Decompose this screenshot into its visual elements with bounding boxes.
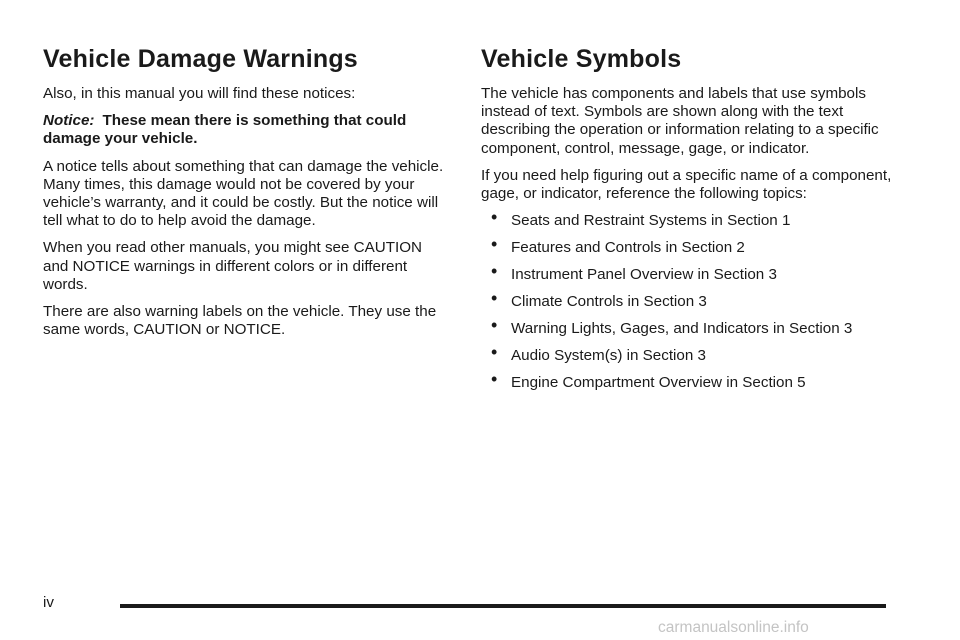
page-number: iv (43, 594, 54, 611)
bullet-icon: • (491, 261, 498, 281)
topic-item (481, 261, 911, 284)
bullet-icon: • (491, 368, 498, 389)
topic-item (481, 287, 911, 311)
topic-item (481, 207, 911, 230)
notice-text: These mean there is something that could damage your vehicle. (43, 112, 407, 148)
topic-item (481, 234, 911, 257)
bullet-icon: • (491, 314, 498, 335)
body-paragraph: There are also warning labels on the vehicle. They use the same words, CAUTION or NOTICE. (43, 303, 437, 339)
right-column (481, 44, 911, 400)
body-paragraph: If you need help figuring out a specific name of a component, gage, or indicator, reference the following topics: (481, 166, 892, 203)
body-paragraph: When you read other manuals, you might see CAUTION and NOTICE warnings in different colors or in different words. (43, 239, 423, 293)
topic-item (481, 368, 911, 392)
topic-label: Features and Controls in Section 2 (511, 239, 745, 257)
topic-label: Audio System(s) in Section 3 (511, 346, 706, 364)
topic-item (481, 314, 911, 338)
footer-rule (120, 604, 886, 608)
bullet-icon: • (491, 207, 498, 228)
section-title-vehicle-damage-warnings: Vehicle Damage Warnings (43, 45, 358, 73)
notice-label: Notice: (43, 112, 95, 130)
section-title-vehicle-symbols: Vehicle Symbols (481, 45, 682, 73)
notice-definition (43, 112, 448, 148)
body-paragraph: A notice tells about something that can damage the vehicle. Many times, this damage would not be covered by your vehicle’s warranty, and it could be costly. But the notice will tell what to do to help avoid the damage. (43, 157, 444, 230)
topics-list (481, 207, 911, 392)
topic-label: Instrument Panel Overview in Section 3 (511, 266, 777, 283)
topic-label: Engine Compartment Overview in Section 5 (511, 373, 806, 391)
watermark: carmanualsonline.info (658, 619, 809, 636)
topic-item (481, 341, 911, 365)
bullet-icon: • (491, 341, 498, 362)
bullet-icon: • (491, 234, 498, 255)
topic-label: Warning Lights, Gages, and Indicators in Section 3 (511, 319, 853, 337)
left-column (43, 44, 448, 348)
topic-label: Climate Controls in Section 3 (511, 292, 707, 310)
intro-paragraph: Also, in this manual you will find these notices: (43, 85, 356, 102)
bullet-icon: • (491, 287, 498, 308)
body-paragraph: The vehicle has components and labels that use symbols instead of text. Symbols are shown along with the text describing the operation or information relating to a specific component, control, message, gage, or indicator. (481, 85, 879, 157)
topic-label: Seats and Restraint Systems in Section 1 (511, 212, 791, 230)
